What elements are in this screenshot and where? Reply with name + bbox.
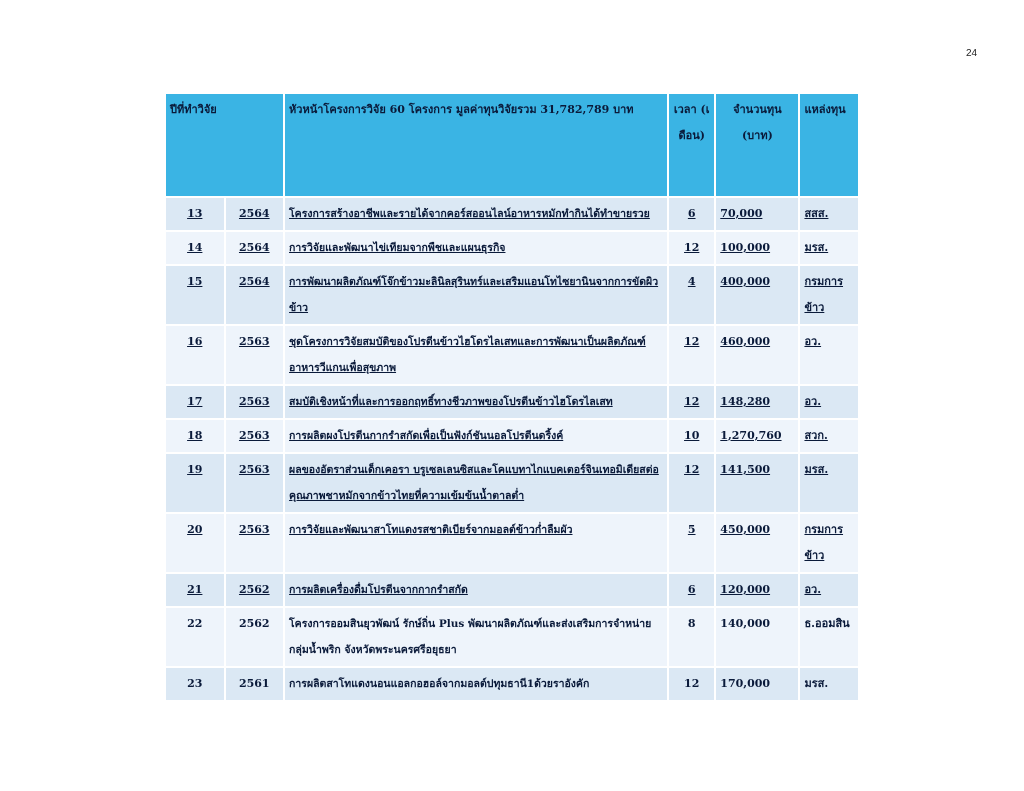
row-number-cell	[166, 574, 224, 606]
row-period-cell	[669, 266, 714, 324]
row-number-text[interactable]: 18	[187, 429, 203, 442]
table-row	[166, 420, 858, 452]
row-source-text[interactable]: กรมการข้าว	[804, 275, 844, 314]
page-number: 24	[966, 48, 978, 59]
row-source-cell	[800, 668, 858, 700]
row-source-text[interactable]: อว.	[804, 395, 822, 408]
row-source-cell	[800, 386, 858, 418]
row-period-cell	[669, 608, 714, 666]
row-amount-cell	[716, 668, 798, 700]
row-amount-text[interactable]: 70,000	[720, 207, 763, 220]
row-title-text: การผลิตสาโทแดงนอนแอลกอฮอล์จากมอลต์ปทุมธานี1ด้วยราอังคัก	[289, 678, 590, 690]
row-year-text[interactable]: 2564	[238, 207, 270, 220]
row-source-cell	[800, 514, 858, 572]
row-source-cell	[800, 232, 858, 264]
row-source-text[interactable]: อว.	[804, 583, 822, 596]
row-number-text: 22	[187, 617, 203, 630]
header-year: ปีที่ทำวิจัย	[166, 94, 283, 196]
row-number-text[interactable]: 21	[187, 583, 203, 596]
table-row	[166, 198, 858, 230]
row-title-cell	[285, 386, 667, 418]
row-source-text[interactable]: มรส.	[804, 463, 829, 476]
row-source-text[interactable]: อว.	[804, 335, 822, 348]
row-source-text[interactable]: สสส.	[804, 207, 829, 220]
row-title-text[interactable]: การวิจัยและพัฒนาไข่เทียมจากพืชและแผนธุรกิจ	[289, 242, 506, 254]
row-amount-cell	[716, 326, 798, 384]
row-amount-cell	[716, 420, 798, 452]
row-year-text[interactable]: 2562	[238, 583, 270, 596]
row-title-cell	[285, 608, 667, 666]
row-year-cell	[226, 232, 284, 264]
row-period-cell	[669, 420, 714, 452]
row-title-text[interactable]: โครงการสร้างอาชีพและรายได้จากคอร์สออนไลน์อาหารหมักทำกินได้ทำขายรวย	[289, 208, 650, 220]
row-number-text[interactable]: 16	[187, 335, 203, 348]
row-source-cell	[800, 266, 858, 324]
row-year-cell	[226, 326, 284, 384]
row-year-cell	[226, 266, 284, 324]
row-source-cell	[800, 574, 858, 606]
row-amount-text[interactable]: 450,000	[720, 523, 771, 536]
header-title: หัวหน้าโครงการวิจัย 60 โครงการ มูลค่าทุนวิจัยรวม 31,782,789 บาท	[285, 94, 667, 196]
row-period-cell	[669, 454, 714, 512]
row-number-cell	[166, 420, 224, 452]
row-amount-cell	[716, 514, 798, 572]
table-row	[166, 232, 858, 264]
row-year-text[interactable]: 2563	[238, 429, 270, 442]
row-title-text[interactable]: การผลิตเครื่องดื่มโปรตีนจากกากรำสกัด	[289, 584, 468, 596]
row-period-cell	[669, 514, 714, 572]
row-number-cell	[166, 608, 224, 666]
row-period-cell	[669, 326, 714, 384]
table-row	[166, 386, 858, 418]
row-title-text[interactable]: การผลิตผงโปรตีนกากรำสกัดเพื่อเป็นฟังก์ชันนอลโปรตีนดริ้งค์	[289, 430, 564, 442]
row-number-cell	[166, 514, 224, 572]
row-source-text: มรส.	[804, 677, 829, 690]
row-amount-text[interactable]: 400,000	[720, 275, 771, 288]
row-period-cell	[669, 386, 714, 418]
row-title-cell	[285, 454, 667, 512]
row-period-text[interactable]: 12	[684, 335, 700, 348]
row-year-cell	[226, 198, 284, 230]
row-title-text[interactable]: การวิจัยและพัฒนาสาโทแดงรสชาติเบียร์จากมอลต์ข้าวก่ำลืมผัว	[289, 524, 573, 536]
row-amount-text[interactable]: 141,500	[720, 463, 771, 476]
row-title-cell	[285, 574, 667, 606]
row-title-cell	[285, 232, 667, 264]
row-year-text[interactable]: 2563	[238, 395, 270, 408]
row-number-cell	[166, 668, 224, 700]
row-period-text[interactable]: 5	[687, 523, 696, 536]
table-body	[166, 198, 858, 700]
row-year-text: 2562	[238, 617, 270, 630]
row-title-text[interactable]: การพัฒนาผลิตภัณฑ์โจ๊กข้าวมะลินิลสุรินทร์และเสริมแอนโทไซยานินจากการขัดผิวข้าว	[289, 276, 659, 314]
row-amount-cell	[716, 198, 798, 230]
row-title-cell	[285, 326, 667, 384]
row-period-text[interactable]: 12	[684, 395, 700, 408]
table-row	[166, 266, 858, 324]
research-projects-table	[164, 92, 860, 702]
row-number-cell	[166, 454, 224, 512]
row-source-text[interactable]: กรมการข้าว	[804, 523, 844, 562]
row-amount-text[interactable]: 120,000	[720, 583, 771, 596]
row-period-text: 12	[684, 677, 700, 690]
row-period-cell	[669, 198, 714, 230]
row-year-cell	[226, 386, 284, 418]
row-year-cell	[226, 608, 284, 666]
row-number-cell	[166, 266, 224, 324]
row-title-text[interactable]: สมบัติเชิงหน้าที่และการออกฤทธิ์ทางชีวภาพของโปรตีนข้าวไฮโดรไลเสท	[289, 396, 613, 408]
row-title-cell	[285, 514, 667, 572]
table-row	[166, 454, 858, 512]
header-period: เวลา (เดือน)	[669, 94, 714, 196]
row-period-text[interactable]: 6	[687, 583, 696, 596]
row-year-text[interactable]: 2563	[238, 463, 270, 476]
row-source-cell	[800, 326, 858, 384]
header-amount: จำนวนทุน (บาท)	[716, 94, 798, 196]
row-amount-text[interactable]: 100,000	[720, 241, 771, 254]
row-period-cell	[669, 232, 714, 264]
row-title-cell	[285, 668, 667, 700]
row-source-text[interactable]: มรส.	[804, 241, 829, 254]
row-year-cell	[226, 574, 284, 606]
row-year-cell	[226, 420, 284, 452]
row-amount-cell	[716, 454, 798, 512]
row-title-text[interactable]: ผลของอัตราส่วนเด็กเคอรา บรูเซลเลนซิสและโคแบทาไกแบคเตอร์จินเทอมิเดียสต่อคุณภาพชาหมักจากข้าวไทยที่ความเข้มข้นน้ำตาลต่ำ	[289, 464, 659, 502]
row-period-text[interactable]: 12	[684, 241, 700, 254]
row-period-text[interactable]: 12	[684, 463, 700, 476]
row-amount-cell	[716, 232, 798, 264]
row-amount-cell	[716, 608, 798, 666]
row-year-cell	[226, 514, 284, 572]
row-amount-cell	[716, 574, 798, 606]
table-header-row	[166, 94, 858, 196]
row-title-text[interactable]: ชุดโครงการวิจัยสมบัติของโปรตีนข้าวไฮโดรไลเสทและการพัฒนาเป็นผลิตภัณฑ์อาหารวีแกนเพื่อสุขภาพ	[289, 336, 646, 374]
row-amount-cell	[716, 266, 798, 324]
table-row	[166, 668, 858, 700]
row-source-text[interactable]: สวก.	[804, 429, 828, 442]
row-amount-text[interactable]: 148,280	[720, 395, 771, 408]
row-period-text[interactable]: 4	[687, 275, 696, 288]
row-source-cell	[800, 454, 858, 512]
row-number-text[interactable]: 17	[187, 395, 203, 408]
row-title-cell	[285, 420, 667, 452]
row-amount-text[interactable]: 460,000	[720, 335, 771, 348]
row-source-text: ธ.ออมสิน	[804, 617, 850, 630]
row-number-text[interactable]: 14	[187, 241, 203, 254]
table-row	[166, 326, 858, 384]
row-title-cell	[285, 198, 667, 230]
row-year-text[interactable]: 2564	[238, 275, 270, 288]
row-year-text: 2561	[238, 677, 270, 690]
row-year-cell	[226, 668, 284, 700]
table-row	[166, 514, 858, 572]
row-period-text[interactable]: 6	[687, 207, 696, 220]
row-period-text[interactable]: 10	[684, 429, 700, 442]
row-amount-text[interactable]: 1,270,760	[720, 429, 782, 442]
table-row	[166, 608, 858, 666]
row-year-text[interactable]: 2564	[238, 241, 270, 254]
row-source-cell	[800, 420, 858, 452]
row-number-cell	[166, 232, 224, 264]
row-number-text[interactable]: 13	[187, 207, 203, 220]
row-source-cell	[800, 608, 858, 666]
row-period-text: 8	[687, 617, 696, 630]
row-amount-text: 140,000	[720, 617, 771, 630]
row-number-text[interactable]: 19	[187, 463, 203, 476]
row-number-cell	[166, 386, 224, 418]
row-title-cell	[285, 266, 667, 324]
header-source: แหล่งทุน	[800, 94, 858, 196]
row-year-text[interactable]: 2563	[238, 335, 270, 348]
row-title-text: โครงการออมสินยุวพัฒน์ รักษ์ถิ่น Plus พัฒนาผลิตภัณฑ์และส่งเสริมการจำหน่ายกลุ่มน้ำพริก จังหวัดพระนครศรีอยุธยา	[289, 618, 652, 656]
row-number-cell	[166, 326, 224, 384]
row-number-cell	[166, 198, 224, 230]
row-period-cell	[669, 574, 714, 606]
table-row	[166, 574, 858, 606]
row-amount-cell	[716, 386, 798, 418]
row-year-cell	[226, 454, 284, 512]
row-number-text[interactable]: 20	[187, 523, 203, 536]
row-number-text[interactable]: 15	[187, 275, 203, 288]
row-source-cell	[800, 198, 858, 230]
row-year-text[interactable]: 2563	[238, 523, 270, 536]
row-number-text: 23	[187, 677, 203, 690]
row-amount-text: 170,000	[720, 677, 771, 690]
row-period-cell	[669, 668, 714, 700]
